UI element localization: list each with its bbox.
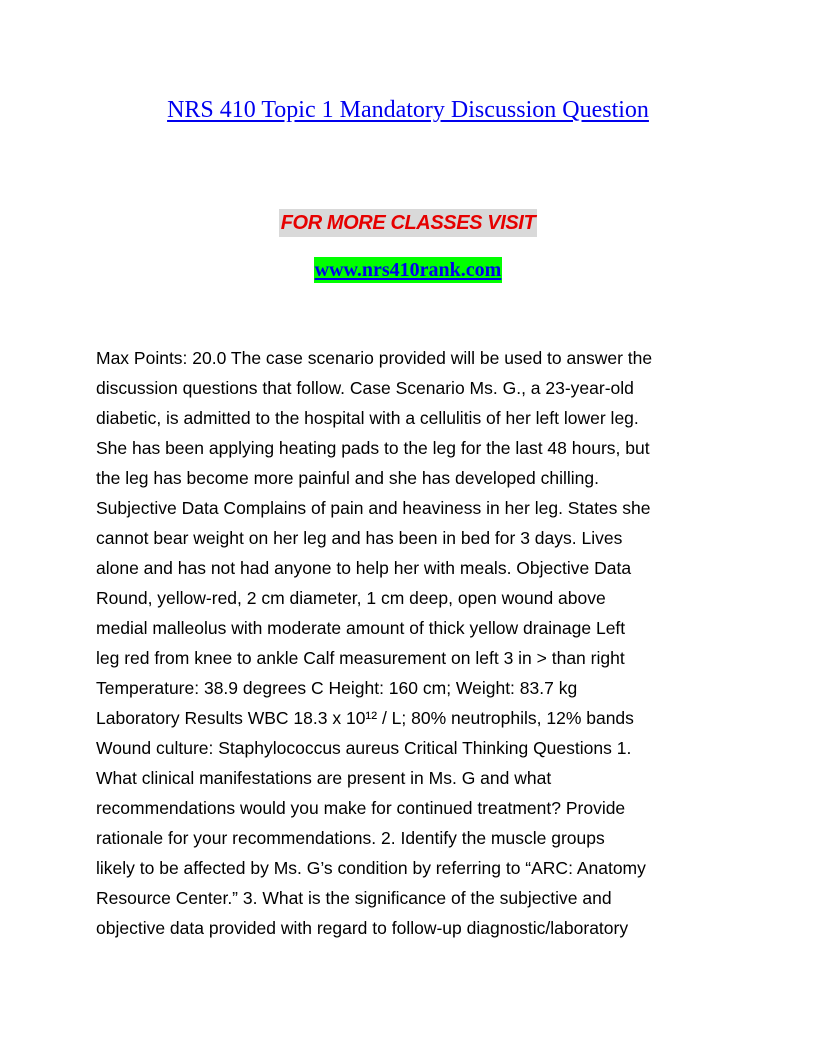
- website-line: [0, 257, 816, 283]
- body-line: cannot bear weight on her leg and has been in bed for 3 days. Lives: [96, 528, 623, 548]
- body-line: alone and has not had anyone to help her with meals. Objective Data: [96, 558, 632, 578]
- body-line: Laboratory Results WBC 18.3 x 10¹² / L; 80% neutrophils, 12% bands: [96, 708, 634, 728]
- body-line: What clinical manifestations are present in Ms. G and what: [96, 768, 552, 788]
- body-line: recommendations would you make for continued treatment? Provide: [96, 798, 626, 818]
- body-line: leg red from knee to ankle Calf measurement on left 3 in > than right: [96, 648, 625, 668]
- body-line: Resource Center.” 3. What is the significance of the subjective and: [96, 888, 612, 908]
- body-line: Temperature: 38.9 degrees C Height: 160 cm; Weight: 83.7 kg: [96, 678, 578, 698]
- body-paragraph: [96, 343, 736, 943]
- document-title-link[interactable]: NRS 410 Topic 1 Mandatory Discussion Question: [167, 97, 649, 123]
- promo-label: FOR MORE CLASSES VISIT: [279, 209, 538, 237]
- body-line: diabetic, is admitted to the hospital with a cellulitis of her left lower leg.: [96, 408, 639, 428]
- body-line: discussion questions that follow. Case Scenario Ms. G., a 23-year-old: [96, 378, 634, 398]
- promo-line: [0, 209, 816, 237]
- body-line: Subjective Data Complains of pain and heaviness in her leg. States she: [96, 498, 651, 518]
- body-line: likely to be affected by Ms. G’s condition by referring to “ARC: Anatomy: [96, 858, 646, 878]
- body-line: Round, yellow-red, 2 cm diameter, 1 cm deep, open wound above: [96, 588, 606, 608]
- body-line: medial malleolus with moderate amount of thick yellow drainage Left: [96, 618, 626, 638]
- body-line: Wound culture: Staphylococcus aureus Critical Thinking Questions 1.: [96, 738, 632, 758]
- website-link[interactable]: www.nrs410rank.com: [314, 259, 502, 281]
- body-line: Max Points: 20.0 The case scenario provided will be used to answer the: [96, 348, 653, 368]
- body-line: rationale for your recommendations. 2. Identify the muscle groups: [96, 828, 605, 848]
- body-line: the leg has become more painful and she has developed chilling.: [96, 468, 599, 488]
- body-line: She has been applying heating pads to the leg for the last 48 hours, but: [96, 438, 650, 458]
- body-line: objective data provided with regard to follow-up diagnostic/laboratory: [96, 918, 629, 938]
